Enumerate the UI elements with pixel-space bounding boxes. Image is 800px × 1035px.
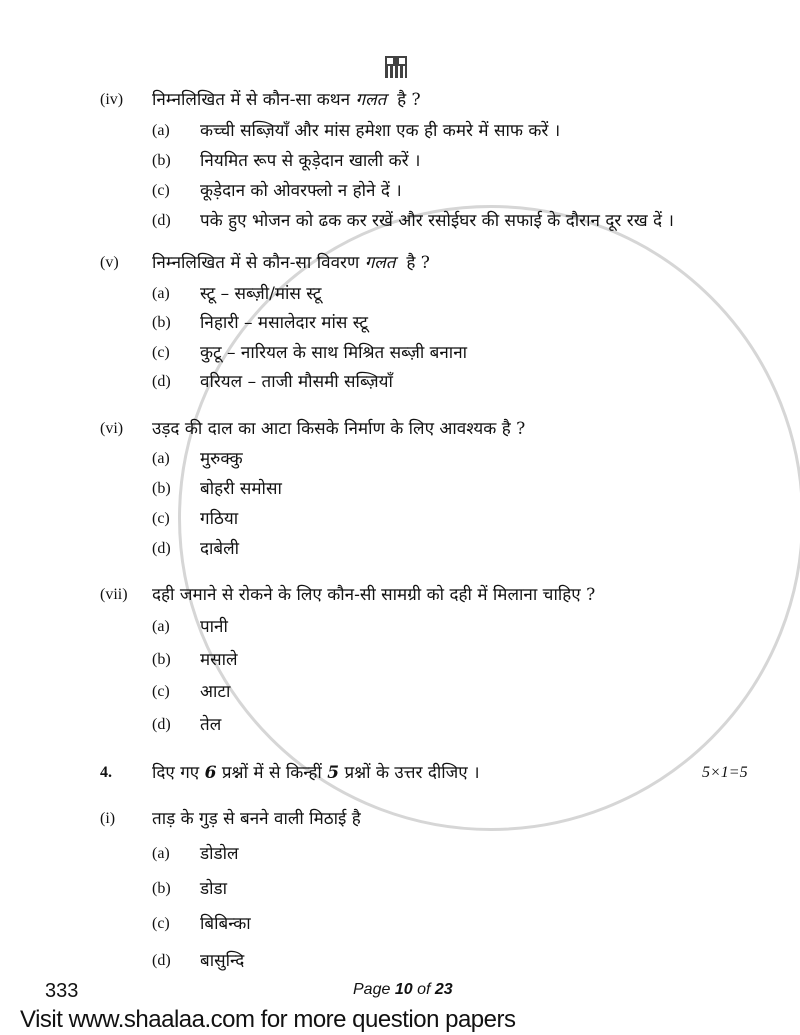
option-label	[152, 509, 170, 529]
option-text: बासुन्दि	[200, 951, 245, 971]
question-text	[152, 90, 421, 110]
option-text: तेल	[200, 715, 222, 735]
option-label	[152, 313, 171, 333]
question-text	[152, 253, 430, 273]
question-number: (iv)	[100, 91, 124, 108]
option-text	[200, 617, 228, 637]
option-label	[152, 181, 170, 201]
option-label	[152, 844, 170, 864]
question-number: (v)	[100, 254, 119, 271]
option-label	[152, 539, 171, 559]
option-text: पके हुए भोजन को ढक कर रखें और रसोईघर की सफाई के दौरान दूर रख दें ।	[200, 211, 674, 231]
option-label: (c)	[152, 510, 170, 527]
option-label: (b)	[152, 314, 171, 331]
option-label: (d)	[152, 540, 171, 557]
option-label	[152, 479, 171, 499]
question-number	[100, 763, 112, 783]
question-text	[152, 763, 480, 783]
option-label	[152, 951, 171, 971]
option-text: निहारी – मसालेदार मांस स्टू	[200, 313, 368, 333]
option-label	[152, 914, 170, 934]
option-text	[200, 879, 227, 899]
visit-link[interactable]: Visit www.shaalaa.com for more question papers	[20, 1006, 516, 1033]
option-text	[200, 914, 251, 934]
option-label: (d)	[152, 716, 171, 733]
option-label: (c)	[152, 915, 170, 932]
page-label: Page	[353, 981, 391, 998]
question-number: (vi)	[100, 420, 124, 437]
option-label	[152, 682, 170, 702]
count: 5	[327, 763, 340, 783]
option-text: नियमित रूप से कूड़ेदान खाली करें ।	[200, 151, 421, 171]
option-label	[152, 650, 171, 670]
option-label: (c)	[152, 344, 170, 361]
option-text	[200, 121, 560, 141]
option-label	[152, 372, 171, 392]
question-text: निम्नलिखित में से कौन-सा विवरण	[152, 253, 360, 273]
option-label: (d)	[152, 952, 171, 969]
page-total: 23	[434, 981, 453, 998]
option-text	[200, 372, 393, 392]
option-label	[152, 617, 170, 637]
q-text: दिए गए	[152, 763, 200, 783]
option-label: (a)	[152, 122, 170, 139]
option-text: वरियल – ताजी मौसमी सब्ज़ियाँ	[200, 372, 393, 392]
option-label: (d)	[152, 373, 171, 390]
emphasis-word: गलत	[355, 90, 387, 110]
option-text	[200, 715, 221, 735]
option-text: कूड़ेदान को ओवरफ्लो न होने दें ।	[200, 181, 402, 201]
question-tail: है ?	[397, 90, 421, 110]
option-label: (b)	[152, 651, 171, 668]
option-text: मसाले	[200, 650, 238, 670]
paper-code: 333	[45, 980, 79, 1002]
option-label: (c)	[152, 182, 170, 199]
option-text: बोहरी समोसा	[200, 479, 282, 499]
option-text: आटा	[200, 682, 231, 702]
option-label: (b)	[152, 152, 171, 169]
option-label	[152, 715, 171, 735]
marks	[702, 763, 748, 783]
question-text: दही जमाने से रोकने के लिए कौन-सी सामग्री को दही में मिलाना चाहिए ?	[152, 585, 596, 605]
page-of: of	[417, 981, 431, 998]
option-text: स्टू – सब्ज़ी/मांस स्टू	[200, 284, 322, 304]
option-text	[200, 650, 238, 670]
option-label: (a)	[152, 285, 170, 302]
option-label: (b)	[152, 880, 171, 897]
option-text	[200, 151, 420, 171]
option-text: डोडोल	[200, 844, 239, 864]
marks: 5×1=5	[702, 764, 748, 781]
option-text	[200, 539, 239, 559]
option-text	[200, 951, 244, 971]
option-text	[200, 313, 368, 333]
option-text	[200, 682, 230, 702]
question-text: निम्नलिखित में से कौन-सा कथन	[152, 90, 351, 110]
option-text	[200, 343, 467, 363]
option-label	[152, 121, 170, 141]
option-label	[152, 449, 170, 469]
option-text	[200, 211, 674, 231]
question-text	[152, 419, 525, 439]
option-label	[152, 211, 171, 231]
qr-code-icon	[385, 56, 407, 78]
option-text	[200, 181, 402, 201]
question-number	[100, 253, 119, 273]
option-text	[200, 509, 238, 529]
question-tail: है ?	[406, 253, 430, 273]
option-text: दाबेली	[200, 539, 240, 559]
option-label: (a)	[152, 450, 170, 467]
question-number: 4.	[100, 764, 112, 781]
question-number: (i)	[100, 810, 116, 827]
page-number	[353, 980, 453, 1000]
option-text	[200, 284, 321, 304]
option-text: मुरुक्कु	[200, 449, 243, 469]
option-label	[152, 343, 170, 363]
question-number: (vii)	[100, 586, 128, 603]
option-text: गठिया	[200, 509, 239, 529]
q-text: प्रश्नों के उत्तर दीजिए ।	[344, 763, 480, 783]
option-label: (c)	[152, 683, 170, 700]
option-label	[152, 879, 171, 899]
question-number	[100, 809, 115, 829]
emphasis-word: गलत	[364, 253, 396, 273]
option-label: (b)	[152, 480, 171, 497]
question-text: उड़द की दाल का आटा किसके निर्माण के लिए आवश्यक है ?	[152, 419, 526, 439]
option-label: (a)	[152, 618, 170, 635]
option-label: (a)	[152, 845, 170, 862]
option-text: कुटू – नारियल के साथ मिश्रित सब्ज़ी बनाना	[200, 343, 468, 363]
option-label	[152, 151, 171, 171]
option-text: कच्ची सब्ज़ियाँ और मांस हमेशा एक ही कमरे में साफ करें ।	[200, 121, 561, 141]
question-number	[100, 419, 123, 439]
question-number	[100, 585, 128, 605]
question-text: ताड़ के गुड़ से बनने वाली मिठाई है	[152, 809, 361, 829]
option-label: (d)	[152, 212, 171, 229]
count: 6	[204, 763, 217, 783]
question-text	[152, 809, 361, 829]
option-text	[200, 479, 282, 499]
option-label	[152, 284, 170, 304]
question-number	[100, 90, 123, 110]
option-text	[200, 449, 243, 469]
option-text	[200, 844, 239, 864]
option-text: बिबिन्का	[200, 914, 251, 934]
question-text	[152, 585, 595, 605]
page-current: 10	[394, 981, 413, 998]
q-text: प्रश्नों में से किन्हीं	[221, 763, 322, 783]
option-text: डोडा	[200, 879, 227, 899]
option-text: पानी	[200, 617, 228, 637]
